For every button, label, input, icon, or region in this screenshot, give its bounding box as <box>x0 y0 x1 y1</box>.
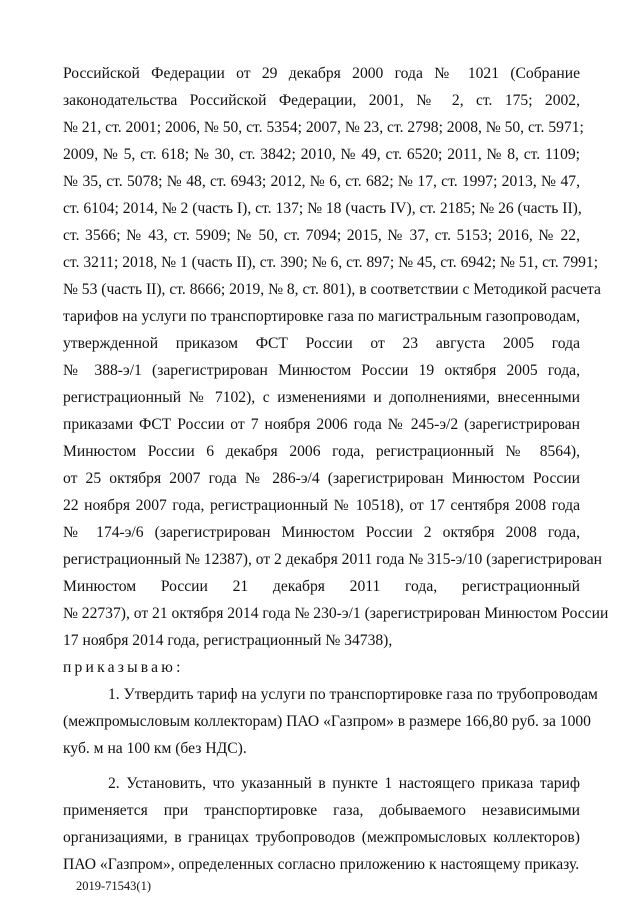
order-word: приказываю: <box>63 659 184 676</box>
preamble-line: утвержденной приказом ФСТ России от 23 августа 2005 года <box>63 335 580 352</box>
item-2-line: применяется при транспортировке газа, добываемого независимыми <box>63 802 580 819</box>
preamble-line: регистрационный № 7102), с изменениями и дополнениями, внесенными <box>63 389 580 406</box>
preamble-line: тарифов на услуги по транспортировке газа по магистральным газопроводам, <box>63 308 580 325</box>
preamble-line: № 53 (часть II), ст. 8666; 2019, № 8, ст. 801), в соответствии с Методикой расчета <box>63 281 601 298</box>
preamble-line: Минюстом России 21 декабря 2011 года, регистрационный <box>63 578 580 595</box>
item-1-line: 1. Утвердить тариф на услуги по транспортировке газа по трубопроводам <box>108 686 598 703</box>
preamble-line: № 35, ст. 5078; № 48, ст. 6943; 2012, № 6, ст. 682; № 17, ст. 1997; 2013, № 47, <box>63 173 580 190</box>
preamble-line: от 25 октября 2007 года № 286-э/4 (зарегистрирован Минюстом России <box>63 470 580 487</box>
preamble-line: законодательства Российской Федерации, 2001, № 2, ст. 175; 2002, <box>63 92 580 109</box>
preamble-line: № 388-э/1 (зарегистрирован Минюстом России 19 октября 2005 года, <box>63 362 580 379</box>
item-2-line: 2. Установить, что указанный в пункте 1 настоящего приказа тариф <box>108 775 580 792</box>
item-1-line: куб. м на 100 км (без НДС). <box>63 740 247 757</box>
preamble-line: приказами ФСТ России от 7 ноября 2006 года № 245-э/2 (зарегистрирован <box>63 416 580 433</box>
item-1-line: (межпромысловым коллекторам) ПАО «Газпром» в размере 166,80 руб. за 1000 <box>63 713 591 730</box>
preamble-line: № 22737), от 21 октября 2014 года № 230-э/1 (зарегистрирован Минюстом России <box>63 605 609 622</box>
preamble-line: ст. 6104; 2014, № 2 (часть I), ст. 137; № 18 (часть IV), ст. 2185; № 26 (часть II), <box>63 200 582 217</box>
preamble-line: ст. 3211; 2018, № 1 (часть II), ст. 390; № 6, ст. 897; № 45, ст. 6942; № 51, ст. 7991; <box>63 254 599 271</box>
preamble-line: регистрационный № 12387), от 2 декабря 2011 года № 315-э/10 (зарегистрирован <box>63 551 602 568</box>
preamble-line: № 21, ст. 2001; 2006, № 50, ст. 5354; 2007, № 23, ст. 2798; 2008, № 50, ст. 5971; <box>63 119 584 136</box>
preamble-line: № 174-э/6 (зарегистрирован Минюстом России 2 октября 2008 года, <box>63 524 580 541</box>
document-code: 2019-71543(1) <box>76 879 151 893</box>
preamble-line: Минюстом России 6 декабря 2006 года, регистрационный № 8564), <box>63 443 580 460</box>
preamble-line: ст. 3566; № 43, ст. 5909; № 50, ст. 7094; 2015, № 37, ст. 5153; 2016, № 22, <box>63 227 580 244</box>
preamble-line: 17 ноября 2014 года, регистрационный № 34738), <box>63 632 393 649</box>
preamble-line: Российской Федерации от 29 декабря 2000 года № 1021 (Собрание <box>63 65 580 82</box>
item-2-line: ПАО «Газпром», определенных согласно приложению к настоящему приказу. <box>63 856 580 873</box>
preamble-line: 22 ноября 2007 года, регистрационный № 10518), от 17 сентября 2008 года <box>63 497 580 514</box>
preamble-line: 2009, № 5, ст. 618; № 30, ст. 3842; 2010, № 49, ст. 6520; 2011, № 8, ст. 1109; <box>63 146 580 163</box>
item-2-line: организациями, в границах трубопроводов (межпромысловых коллекторов) <box>63 829 580 846</box>
